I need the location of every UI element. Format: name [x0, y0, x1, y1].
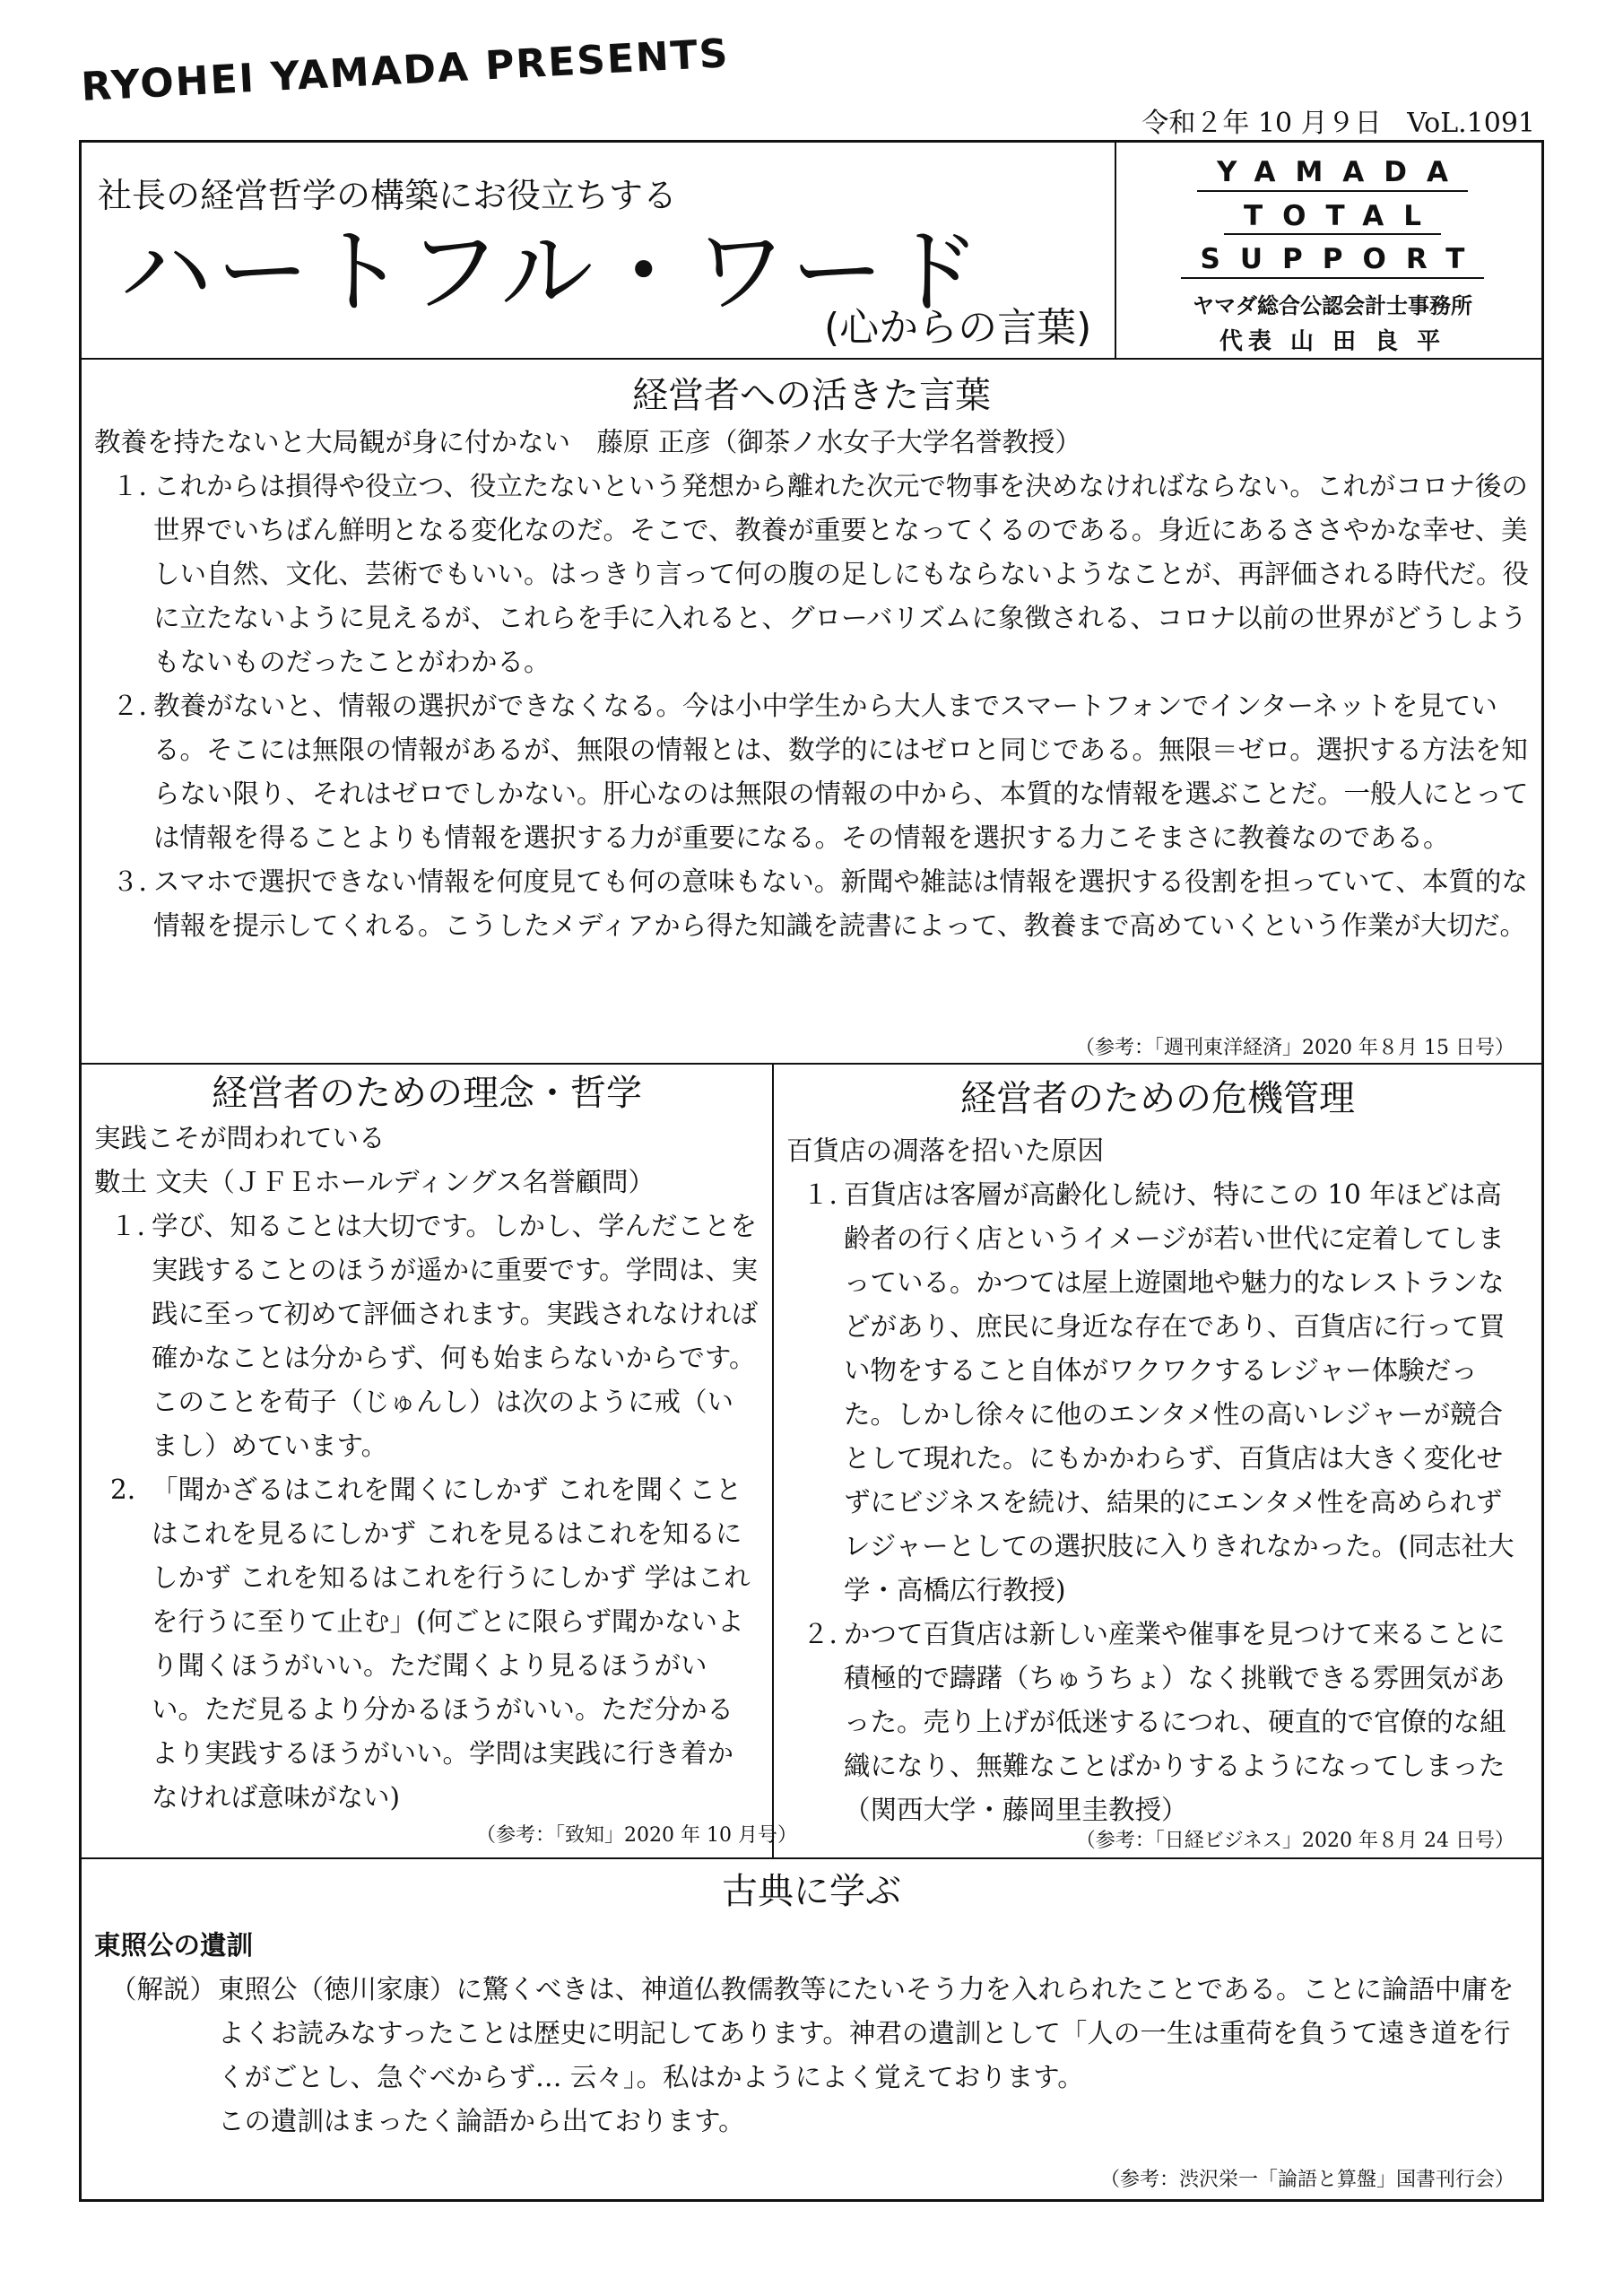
representative-name: 代表 山 田 良 平: [1219, 327, 1446, 355]
item-number: ２.: [803, 1619, 838, 1649]
section1-item-1: [94, 465, 1529, 684]
section4-lead: 東照公の遺訓: [94, 1930, 254, 1961]
masthead-title-sub: (心からの言葉): [824, 305, 1092, 351]
masthead-divider: [1115, 143, 1116, 358]
section1-lead: 教養を持たないと大局観が身に付かない 藤原 正彦（御茶ノ水女子大学名誉教授）: [94, 427, 1081, 457]
masthead-subtitle: 社長の経営哲学の構築にお役立ちする: [98, 176, 678, 215]
masthead-title: ハートフル・ワード: [119, 217, 985, 326]
section3-item-2: [786, 1613, 1527, 1832]
section2-reference: （参考：「致知」2020 年 10 月号）: [476, 1824, 797, 1847]
section1-title: 経営者への活きた言葉: [632, 375, 991, 416]
brand-block: [1131, 152, 1534, 356]
section1-body: [94, 421, 1529, 948]
item-number: １.: [112, 471, 147, 501]
issue-date: 令和２年 10 月９日: [1141, 108, 1382, 139]
section3-reference: （参考：「日経ビジネス」2020 年８月 24 日号）: [1075, 1830, 1515, 1852]
commentary-text-2: この遺訓はまったく論語から出ております。: [218, 2106, 745, 2136]
section1-item-2: [94, 684, 1529, 860]
section2-title: 経営者のための理念・哲学: [212, 1073, 642, 1114]
item-number: ２.: [112, 691, 147, 721]
office-name: ヤマダ総合公認会計士事務所: [1193, 292, 1472, 318]
section2-item-1: [94, 1205, 759, 1468]
section3-lead: 百貨店の凋落を招いた原因: [786, 1135, 1105, 1166]
volume-number: VoL.1091: [1407, 108, 1535, 139]
section4-commentary: [94, 1968, 1529, 2144]
section4-title: 古典に学ぶ: [722, 1871, 901, 1912]
section3-item-1: [786, 1173, 1527, 1613]
item-text: かつて百貨店は新しい産業や催事を見つけて来ることに積極的で躊躇（ちゅうちょ）なく挑戦できる雰囲気があった。売り上げが低迷するにつれ、硬直的で官僚的な組織になり、無難なことばかりするようになってしまった（関西大学・藤岡里圭教授）: [844, 1619, 1506, 1825]
item-text: スマホで選択できない情報を何度見ても何の意味もない。新聞や雑誌は情報を選択する役割を担っていて、本質的な情報を提示してくれる。こうしたメディアから得た知識を読書によって、教養まで高めていくという作業が大切だ。: [153, 866, 1528, 941]
item-text: 教養がないと、情報の選択ができなくなる。今は小中学生から大人までスマートフォンでインターネットを見ている。そこには無限の情報があるが、無限の情報とは、数学的にはゼロと同じである。無限＝ゼロ。選択する方法を知らない限り、それはゼロでしかない。肝心なのは無限の情報の中から、本質的な情報を選ぶことだ。一般人にとっては情報を得ることよりも情報を選択する力が重要になる。その情報を選択する力こそまさに教養なのである。: [153, 691, 1529, 853]
brand-line-2: TOTAL: [1224, 201, 1441, 236]
newsletter-frame: [79, 140, 1544, 2202]
columns-bottom-rule: [82, 1857, 1541, 1859]
section1-item-3: [94, 860, 1529, 948]
section2-item-2: [94, 1468, 759, 1820]
item-number: １.: [110, 1211, 145, 1241]
column-divider: [772, 1063, 774, 1857]
section4-reference: （参考：渋沢栄一「論語と算盤」国書刊行会）: [1099, 2169, 1515, 2191]
presents-banner: RYOHEI YAMADA PRESENTS: [80, 30, 731, 111]
brand-line-1: YAMADA: [1197, 157, 1468, 192]
item-number: ３.: [112, 866, 147, 897]
item-text: 百貨店は客層が高齢化し続け、特にこの 10 年ほどは高齢者の行く店というイメージが若い世代に定着してしまっている。かつては屋上遊園地や魅力的なレストランなどがあり、庶民に身近な存在であり、百貨店に行って買い物をすること自体がワクワクするレジャー体験だった。しかし徐々に他のエンタメ性の高いレジャーが競合として現れた。にもかかわらず、百貨店は大きく変化せずにビジネスを続け、結果的にエンタメ性を高められずレジャーとしての選択肢に入りきれなかった。(同志社大学・高橋広行教授): [844, 1179, 1515, 1605]
commentary-text: 東照公（徳川家康）に驚くべきは、神道仏教儒教等にたいそう力を入れられたことである。ことに論語中庸をよくお読みなすったことは歴史に明記してあります。神君の遺訓として「人の一生は重荷を負うて遠き道を行くがごとし、急ぐべからず… 云々」。私はかようによく覚えております。: [218, 1974, 1515, 2092]
section4-body: [94, 1924, 1529, 2144]
masthead-bottom-rule: [82, 358, 1541, 360]
item-text: 「聞かざるはこれを聞くにしかず これを聞くことはこれを見るにしかず これを見るはこれを知るにしかず これを知るはこれを行うにしかず 学はこれを行うに至りて止む」(何ごとに限らず聞かないより聞くほうがいい。ただ聞くより見るほうがいい。ただ見るより分かるほうがいい。ただ分かるより実践するほうがいい。学問は実践に行き着かなければ意味がない): [152, 1474, 751, 1813]
section3-title: 経営者のための危機管理: [960, 1078, 1355, 1119]
item-text: これからは損得や役立つ、役立たないという発想から離れた次元で物事を決めなければならない。これがコロナ後の世界でいちばん鮮明となる変化なのだ。そこで、教養が重要となってくるのである。身近にあるささやかな幸せ、美しい自然、文化、芸術でもいい。はっきり言って何の腹の足しにもならないようなことが、再評価される時代だ。役に立たないように見えるが、これらを手に入れると、グローバリズムに象徴される、コロナ以前の世界がどうしようもないものだったことがわかる。: [153, 471, 1530, 677]
section1-reference: （参考：「週刊東洋経済」2020 年８月 15 日号）: [1075, 1037, 1515, 1059]
section3-body: [786, 1129, 1527, 1832]
section2-lead-1: 実践こそが問われている: [94, 1123, 386, 1153]
item-number: １.: [803, 1179, 838, 1210]
item-text: 学び、知ることは大切です。しかし、学んだことを実践することのほうが遥かに重要です。学問は、実践に至って初めて評価されます。実践されなければ確かなことは分からず、何も始まらないからです。このことを荀子（じゅんし）は次のように戒（いまし）めています。: [152, 1211, 759, 1461]
section2-body: [94, 1117, 759, 1820]
item-number: 2.: [110, 1474, 136, 1505]
dateline: [1141, 100, 1535, 140]
section2-lead-2: 數土 文夫（ＪＦＥホールディングス名誉顧問）: [94, 1167, 655, 1197]
commentary-label: （解説）: [110, 1974, 217, 2005]
brand-line-3: SUPPORT: [1181, 244, 1485, 279]
